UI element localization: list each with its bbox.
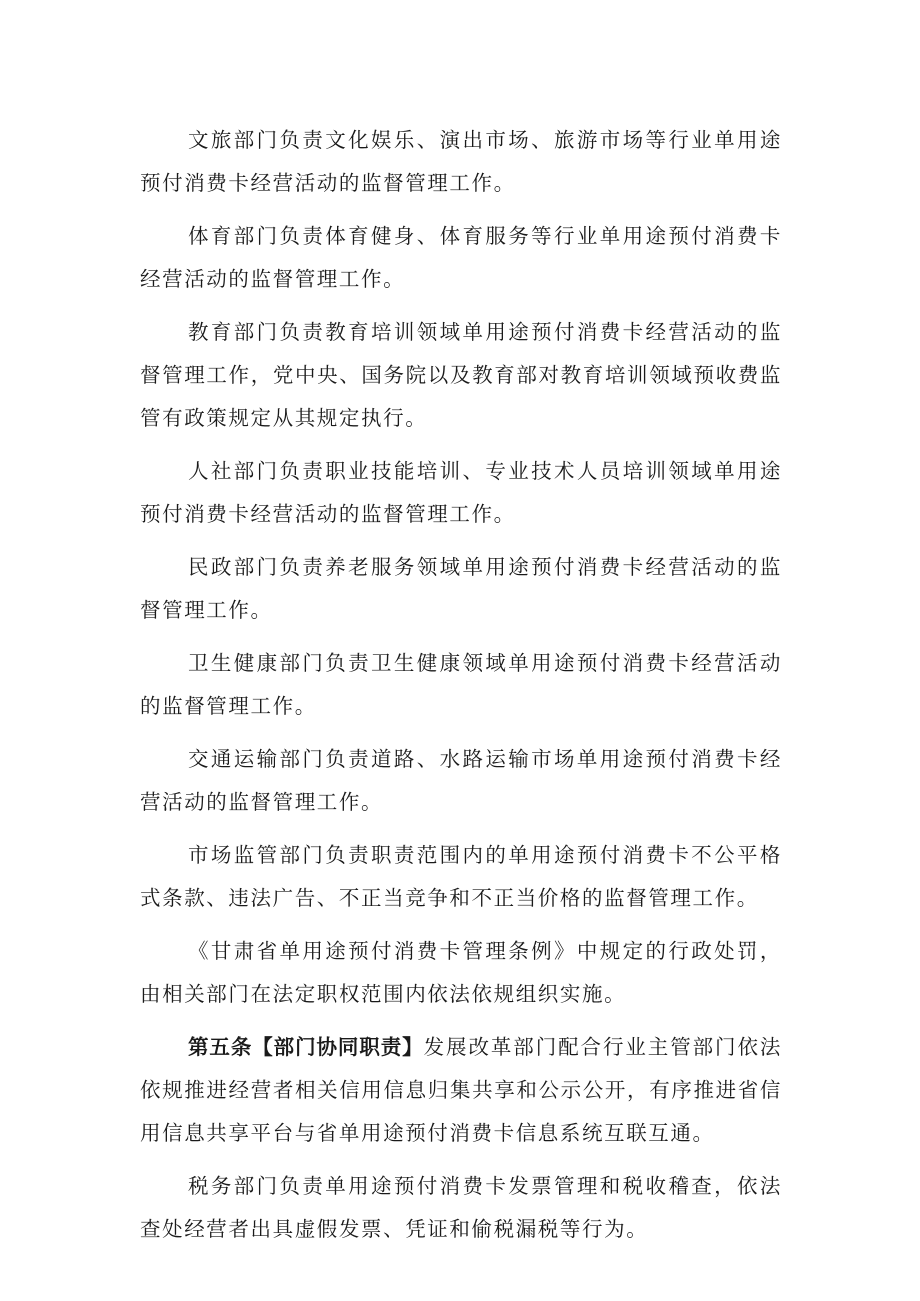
paragraph-administrative-penalty <box>140 930 782 1016</box>
paragraph-text: 教育部门负责教育培训领域单用途预付消费卡经营活动的监督管理工作，党中央、国务院以及教育部对教育培训领域预收费监管有政策规定从其规定执行。 <box>140 320 782 430</box>
paragraph-market-regulation <box>140 834 782 920</box>
paragraph-article-five <box>140 1026 782 1155</box>
paragraph-text: 体育部门负责体育健身、体育服务等行业单用途预付消费卡经营活动的监督管理工作。 <box>140 224 782 291</box>
paragraph-human-resources <box>140 450 782 536</box>
paragraph-text: 民政部门负责养老服务领域单用途预付消费卡经营活动的监督管理工作。 <box>140 555 782 622</box>
document-page <box>140 119 782 1261</box>
article-heading: 第五条【部门协同职责】 <box>188 1035 424 1059</box>
paragraph-transport <box>140 738 782 824</box>
paragraph-text: 卫生健康部门负责卫生健康领域单用途预付消费卡经营活动的监督管理工作。 <box>140 651 782 718</box>
paragraph-sports <box>140 215 782 301</box>
paragraph-taxation <box>140 1165 782 1251</box>
paragraph-text: 发展改革部门配合行业主管部门依法依规推进经营者相关信用信息归集共享和公示公开，有序推进省信用信息共享平台与省单用途预付消费卡信息系统互联互通。 <box>140 1035 782 1145</box>
paragraph-civil-affairs <box>140 546 782 632</box>
paragraph-education <box>140 311 782 440</box>
paragraph-text: 市场监管部门负责职责范围内的单用途预付消费卡不公平格式条款、违法广告、不正当竞争和不正当价格的监督管理工作。 <box>140 843 782 910</box>
paragraph-health <box>140 642 782 728</box>
paragraph-text: 人社部门负责职业技能培训、专业技术人员培训领域单用途预付消费卡经营活动的监督管理工作。 <box>140 459 782 526</box>
paragraph-text: 《甘肃省单用途预付消费卡管理条例》中规定的行政处罚，由相关部门在法定职权范围内依法依规组织实施。 <box>140 939 782 1006</box>
paragraph-text: 交通运输部门负责道路、水路运输市场单用途预付消费卡经营活动的监督管理工作。 <box>140 747 782 814</box>
paragraph-culture-tourism <box>140 119 782 205</box>
paragraph-text: 文旅部门负责文化娱乐、演出市场、旅游市场等行业单用途预付消费卡经营活动的监督管理工作。 <box>140 128 782 195</box>
paragraph-text: 税务部门负责单用途预付消费卡发票管理和税收稽查，依法查处经营者出具虚假发票、凭证和偷税漏税等行为。 <box>140 1174 782 1241</box>
